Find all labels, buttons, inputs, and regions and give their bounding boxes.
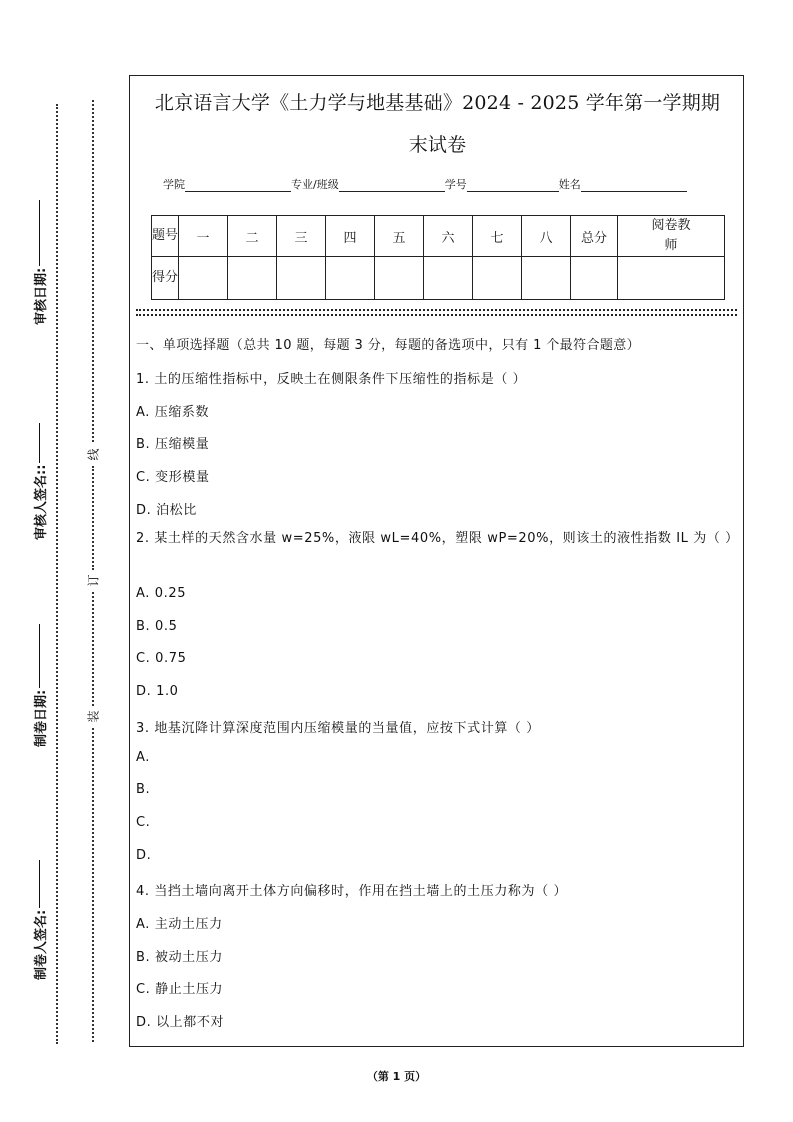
option-item: D. 泊松比: [136, 503, 197, 518]
make-date-blank: [38, 624, 40, 688]
question-stem: 3. 地基沉降计算深度范围内压缩模量的当量值，应按下式计算（ ）: [136, 721, 540, 736]
option-item: B. 0.5: [136, 619, 178, 634]
reviewer-sign-blank: [38, 423, 40, 463]
column-header: 六: [424, 216, 473, 257]
score-cell[interactable]: [375, 257, 424, 300]
grader-header: 阅卷教师: [618, 216, 725, 257]
review-date-label: 审核日期:: [33, 267, 49, 325]
column-header: 七: [473, 216, 522, 257]
section-heading: 一、单项选择题（总共 10 题，每题 3 分，每题的备选项中，只有 1 个最符合题意）: [136, 338, 641, 353]
score-row-header: 得分: [152, 257, 179, 300]
reviewer-sign-label: 审核人签名::: [33, 464, 49, 540]
college-label: 学院: [163, 178, 185, 191]
exam-title-line1: 北京语言大学《土力学与地基基础》2024 - 2025 学年第一学期期: [154, 92, 721, 114]
make-date-label: 制卷日期:: [33, 689, 49, 747]
major-label: 专业/班级: [291, 178, 339, 191]
column-header: 五: [375, 216, 424, 257]
total-score-header: 总分: [571, 216, 618, 257]
score-cell[interactable]: [179, 257, 228, 300]
score-cell[interactable]: [522, 257, 571, 300]
option-item: D.: [136, 848, 152, 863]
column-header: 三: [277, 216, 326, 257]
option-item: A. 压缩系数: [136, 405, 210, 420]
binding-dotted-line: [92, 728, 94, 1042]
student-info-line: [163, 176, 687, 192]
binding-dotted-line: [92, 592, 94, 706]
column-header: 四: [326, 216, 375, 257]
option-item: A. 0.25: [136, 586, 187, 601]
question-stem: 4. 当挡土墙向离开土体方向偏移时，作用在挡土墙上的土压力称为（ ）: [136, 884, 568, 899]
exam-title-line2: 末试卷: [408, 134, 467, 156]
score-table: [151, 215, 725, 300]
name-field[interactable]: [581, 179, 687, 192]
option-item: C. 0.75: [136, 651, 187, 666]
option-item: B.: [136, 782, 151, 797]
college-field[interactable]: [185, 179, 291, 192]
maker-sign-label: 制卷人签名:: [33, 909, 49, 980]
review-date-blank: [38, 200, 40, 266]
column-header: 一: [179, 216, 228, 257]
name-label: 姓名: [558, 178, 581, 191]
page-number: （第 1 页）: [366, 1070, 427, 1083]
option-item: D. 1.0: [136, 684, 179, 699]
score-cell[interactable]: [326, 257, 375, 300]
option-item: C. 静止土压力: [136, 982, 224, 997]
reviewer-sign-field: [29, 410, 49, 540]
left-dotted-line: [56, 104, 58, 1044]
student-id-field[interactable]: [467, 179, 559, 192]
major-field[interactable]: [339, 179, 445, 192]
review-date-field: [29, 195, 49, 325]
question-stem: 2. 某土样的天然含水量 w=25%，液限 wL=40%，塑限 wP=20%，则该土的液性指数 IL 为（ ）: [136, 531, 739, 546]
option-item: D. 以上都不对: [136, 1015, 225, 1030]
question-stem: 1. 土的压缩性指标中，反映土在侧限条件下压缩性的指标是（ ）: [136, 372, 527, 387]
exam-frame: [129, 75, 744, 1047]
option-item: B. 被动土压力: [136, 950, 223, 965]
dotted-separator: [136, 309, 737, 316]
score-table-score-row: [152, 257, 725, 300]
make-date-field: [29, 617, 49, 747]
binding-mark-xian: 线: [86, 448, 101, 461]
score-table-header-row: [152, 216, 725, 257]
question-number-header: 题号: [152, 216, 179, 257]
column-header: 二: [228, 216, 277, 257]
student-id-label: 学号: [444, 178, 467, 191]
column-header: 八: [522, 216, 571, 257]
score-cell[interactable]: [424, 257, 473, 300]
option-item: A. 主动土压力: [136, 917, 223, 932]
score-cell[interactable]: [473, 257, 522, 300]
score-cell[interactable]: [228, 257, 277, 300]
option-item: C.: [136, 815, 151, 830]
binding-dotted-line: [92, 100, 94, 442]
total-score-cell[interactable]: [571, 257, 618, 300]
option-item: C. 变形模量: [136, 470, 210, 485]
binding-dotted-line: [92, 466, 94, 570]
score-cell[interactable]: [277, 257, 326, 300]
option-item: B. 压缩模量: [136, 437, 210, 452]
binding-mark-zhuang: 装: [86, 710, 101, 723]
option-item: A.: [136, 750, 150, 765]
maker-sign-field: [29, 850, 49, 980]
grader-cell[interactable]: [618, 257, 725, 300]
binding-mark-ding: 订: [86, 574, 101, 587]
maker-sign-blank: [38, 860, 40, 908]
